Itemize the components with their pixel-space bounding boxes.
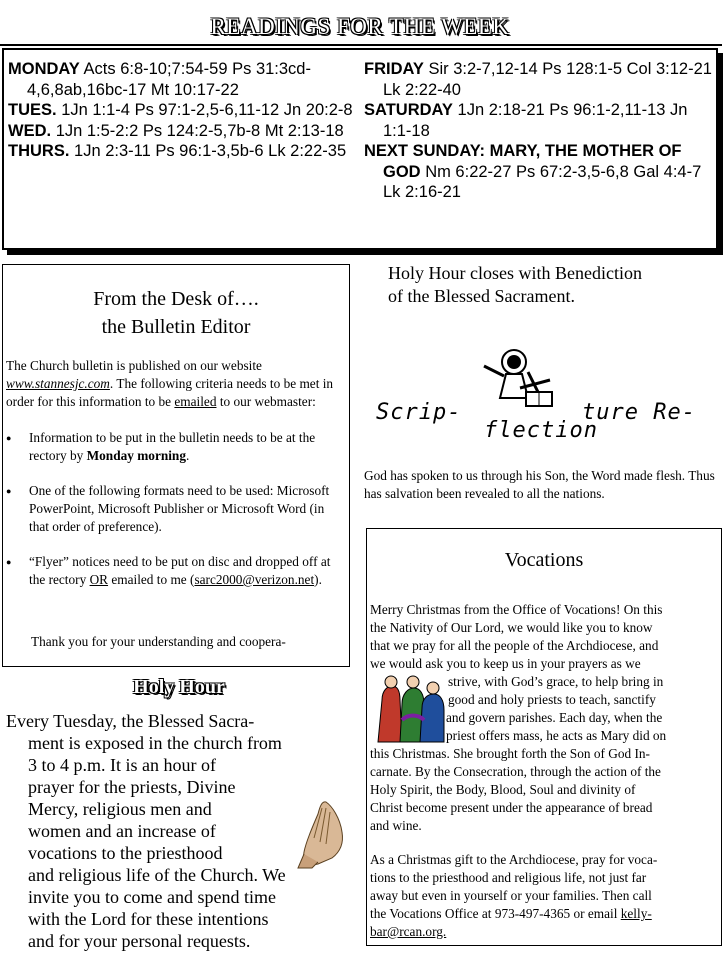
reading-refs: Sir 3:2-7,12-14 Ps 128:1-5 Col 3:12-21 Lk 2:22-40	[383, 60, 712, 99]
item-text: .	[185, 448, 190, 463]
title-line: From the Desk of….	[93, 288, 259, 310]
reading-day: TUES.	[8, 101, 57, 119]
text-line: Mercy, religious men and	[28, 799, 212, 819]
text-line: away but even in yourself or your families. Then call	[370, 888, 652, 903]
item-text: emailed to me (	[111, 572, 195, 587]
text-line: Holy Spirit, the Body, Blood, Soul and divinity of	[370, 782, 636, 797]
intro-text: to our webmaster:	[219, 394, 316, 409]
scripture-text: God has spoken to us through his Son, the Word made flesh. Thus has salvation been revealed to all the nations.	[364, 468, 715, 501]
item-text: ).	[314, 572, 322, 587]
scripture-heading-part: flection	[484, 418, 598, 443]
title-line: the Bulletin Editor	[101, 316, 251, 338]
reading-refs: 1Jn 1:5-2:2 Ps 124:2-5,7b-8 Mt 2:13-18	[55, 121, 344, 140]
item-text: Information to be put in the bulletin needs to be at the rectory by	[29, 430, 316, 463]
reading-day: NEXT SUNDAY: MARY, THE MOTHER OF GOD	[364, 142, 682, 181]
reading-entry	[8, 100, 364, 121]
praying-hands-icon	[296, 798, 352, 870]
readings-column-right	[364, 59, 714, 203]
reading-entry	[8, 59, 364, 100]
bullet-icon: ●	[6, 433, 12, 443]
readings-column-left	[8, 59, 364, 162]
text-line: good and holy priests to teach, sanctify	[448, 692, 656, 707]
text-line: strive, with God’s grace, to help bring in	[448, 674, 664, 689]
reading-entry	[8, 121, 364, 142]
text-line: and for your personal requests.	[28, 931, 251, 951]
email-link[interactable]: bar@rcan.org.	[370, 924, 447, 939]
text-line: prayer for the priests, Divine	[28, 777, 236, 797]
benediction-note	[388, 262, 718, 308]
reading-entry	[364, 141, 714, 203]
or-word: OR	[89, 572, 109, 587]
thanks-text: Thank you for your understanding and coopera-	[31, 634, 286, 649]
text-line: As a Christmas gift to the Archdiocese, pray for voca-	[370, 852, 658, 867]
text-line: invite you to come and spend time	[28, 887, 276, 907]
emailed-word: emailed	[174, 394, 217, 409]
website-link[interactable]: www.stannesjc.com	[6, 376, 110, 391]
text-line: with the Lord for these intentions	[28, 909, 269, 929]
deadline-text: Monday morning	[86, 448, 186, 463]
bulletin-editor-box	[2, 264, 350, 667]
reading-refs: 1Jn 2:18-21 Ps 96:1-2,11-13 Jn 1:1-18	[383, 101, 688, 140]
reading-day: THURS.	[8, 142, 70, 160]
holy-hour-title: Holy Hour	[133, 676, 225, 698]
reading-day: SATURDAY	[364, 101, 453, 119]
text-line: 3 to 4 p.m. It is an hour of	[28, 755, 216, 775]
reading-day: FRIDAY	[364, 60, 424, 78]
reading-refs: 1Jn 2:3-11 Ps 96:1-3,5b-6 Lk 2:22-35	[74, 142, 347, 160]
reading-entry	[364, 100, 714, 141]
text-line: ment is exposed in the church from	[28, 733, 282, 753]
text-line: and religious life of the Church. We	[28, 865, 286, 885]
reading-day: WED.	[8, 121, 52, 140]
email-link[interactable]: kelly-	[620, 906, 652, 921]
email-link[interactable]: sarc2000@verizon.net	[194, 572, 315, 587]
bulletin-intro	[6, 357, 342, 411]
reading-day: MONDAY	[8, 60, 80, 78]
text-line: and govern parishes. Each day, when the	[446, 710, 663, 725]
list-item	[3, 482, 341, 536]
bulletin-editor-title	[3, 285, 349, 341]
vocations-paragraph	[370, 851, 714, 941]
text-line: Every Tuesday, the Blessed Sacra-	[6, 711, 255, 731]
scripture-heading-part: Scrip-	[376, 400, 462, 425]
scripture-cross-icon	[480, 344, 554, 414]
text-line: vocations to the priesthood	[28, 843, 223, 863]
vocations-title: Vocations	[504, 549, 584, 571]
reading-refs: 1Jn 1:1-4 Ps 97:1-2,5-6,11-12 Jn 20:2-8	[61, 101, 353, 119]
bullet-icon: ●	[6, 486, 12, 496]
list-item	[3, 429, 341, 465]
text-line: women and an increase of	[28, 821, 216, 841]
text-line: that we pray for all the people of the Archdiocese, and	[370, 638, 659, 653]
intro-text: . The following criteria needs to be met in order for this information to be	[6, 376, 334, 409]
text-fragment: the Vocations Office at 973-497-4365 or email	[370, 906, 618, 921]
bullet-icon: ●	[6, 557, 12, 567]
scripture-heading-part: ture Re-	[582, 400, 696, 425]
criteria-list	[3, 429, 349, 589]
reading-refs: Acts 6:8-10;7:54-59 Ps 31:3cd-4,6,8ab,16bc-17 Mt 10:17-22	[27, 60, 311, 99]
text-line: Christ become present under the appearance of bread	[370, 800, 653, 815]
text-line: of the Blessed Sacrament.	[388, 286, 575, 306]
text-line: Merry Christmas from the Office of Vocations! On this	[370, 602, 663, 617]
item-text: “Flyer” notices need to be put on disc and dropped off at the rectory	[29, 554, 331, 587]
text-line: priest offers mass, he acts as Mary did on	[446, 728, 667, 743]
text-line: Holy Hour closes with Benediction	[388, 263, 642, 283]
readings-box	[2, 48, 718, 250]
title-divider	[0, 44, 722, 46]
text-line: and wine.	[370, 818, 422, 833]
list-item	[3, 553, 341, 589]
reading-refs: Nm 6:22-27 Ps 67:2-3,5-6,8 Gal 4:4-7 Lk 2:16-21	[383, 162, 702, 201]
text-line	[370, 923, 714, 941]
intro-text: The Church bulletin is published on our website	[6, 358, 262, 373]
text-line: we would ask you to keep us in your prayers as we	[370, 656, 641, 671]
text-line: this Christmas. She brought forth the Son of God In-	[370, 746, 650, 761]
page-title: READINGS FOR THE WEEK	[210, 14, 510, 39]
text-line: the Nativity of Our Lord, we would like you to know	[370, 620, 653, 635]
item-text: One of the following formats need to be used: Microsoft PowerPoint, Microsoft Publisher or Microsoft Word (in that order of preference).	[29, 483, 330, 534]
text-line: tions to the priesthood and religious life, not just far	[370, 870, 647, 885]
text-line	[370, 905, 714, 923]
nativity-icon	[372, 670, 446, 744]
reading-entry	[8, 141, 364, 162]
reading-entry	[364, 59, 714, 100]
text-line: carnate. By the Consecration, through the action of the	[370, 764, 661, 779]
